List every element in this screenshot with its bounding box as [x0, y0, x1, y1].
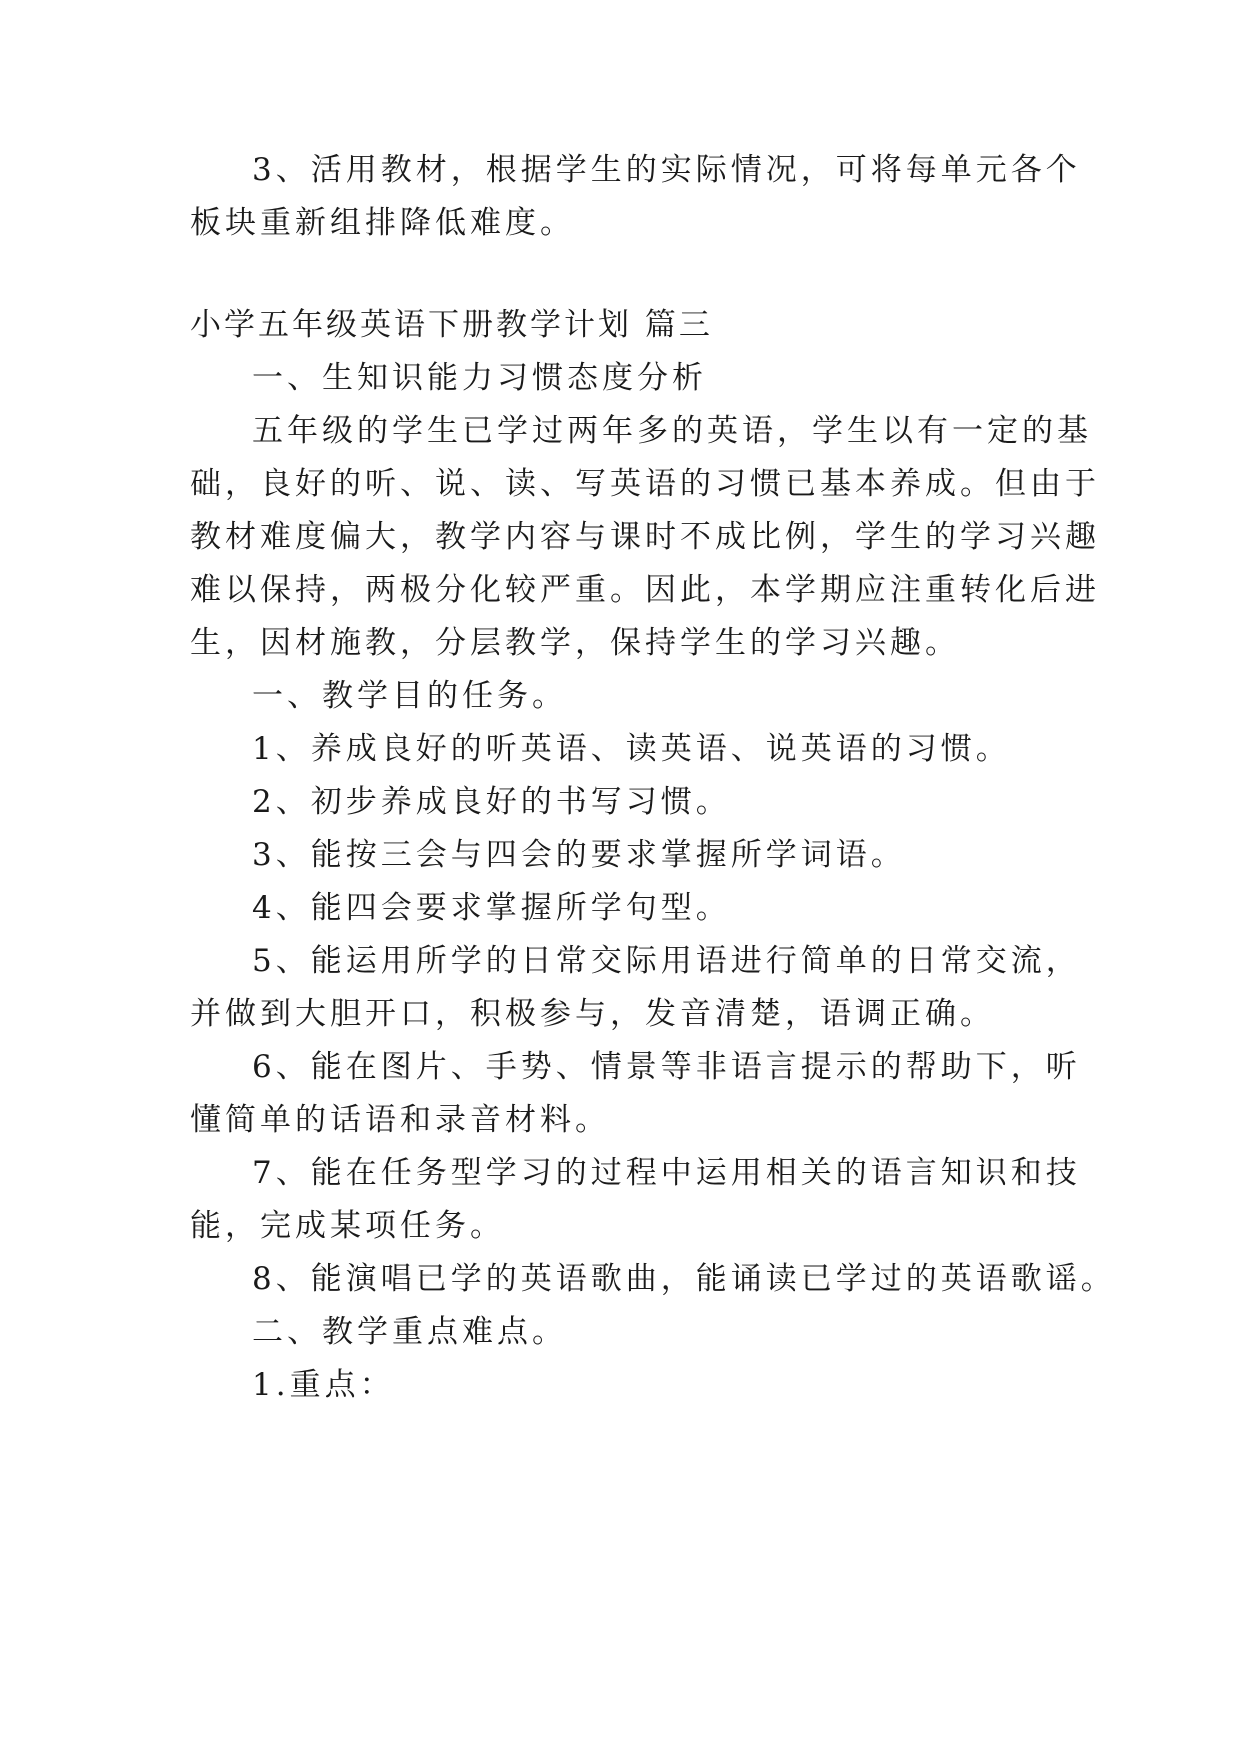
- paragraph-line: 五年级的学生已学过两年多的英语，学生以有一定的基: [252, 413, 1092, 449]
- list-item: 8、能演唱已学的英语歌曲，能诵读已学过的英语歌谣。: [252, 1261, 1116, 1297]
- section-title: 小学五年级英语下册教学计划 篇三: [190, 307, 713, 343]
- section-heading: 二、教学重点难点。: [252, 1314, 567, 1350]
- list-item: 5、能运用所学的日常交际用语进行简单的日常交流，: [252, 943, 1081, 979]
- paragraph-line: 3、活用教材，根据学生的实际情况，可将每单元各个: [252, 152, 1081, 188]
- subsection-heading: 1.重点：: [252, 1367, 395, 1403]
- list-item: 3、能按三会与四会的要求掌握所学词语。: [252, 837, 906, 873]
- list-item: 2、初步养成良好的书写习惯。: [252, 784, 731, 820]
- paragraph-line: 础，良好的听、说、读、写英语的习惯已基本养成。但由于: [190, 466, 1100, 502]
- list-item-continuation: 能，完成某项任务。: [190, 1208, 505, 1244]
- section-heading: 一、教学目的任务。: [252, 678, 567, 714]
- paragraph-line: 板块重新组排降低难度。: [190, 205, 575, 241]
- list-item: 6、能在图片、手势、情景等非语言提示的帮助下，听: [252, 1049, 1081, 1085]
- list-item: 7、能在任务型学习的过程中运用相关的语言知识和技: [252, 1155, 1081, 1191]
- list-item: 4、能四会要求掌握所学句型。: [252, 890, 731, 926]
- paragraph-line: 难以保持，两极分化较严重。因此，本学期应注重转化后进: [190, 572, 1100, 608]
- paragraph-line: 教材难度偏大，教学内容与课时不成比例，学生的学习兴趣: [190, 519, 1100, 555]
- list-item-continuation: 并做到大胆开口，积极参与，发音清楚，语调正确。: [190, 996, 995, 1032]
- section-heading: 一、生知识能力习惯态度分析: [252, 360, 707, 396]
- paragraph-line: 生，因材施教，分层教学，保持学生的学习兴趣。: [190, 625, 960, 661]
- list-item-continuation: 懂简单的话语和录音材料。: [190, 1102, 610, 1138]
- list-item: 1、养成良好的听英语、读英语、说英语的习惯。: [252, 731, 1011, 767]
